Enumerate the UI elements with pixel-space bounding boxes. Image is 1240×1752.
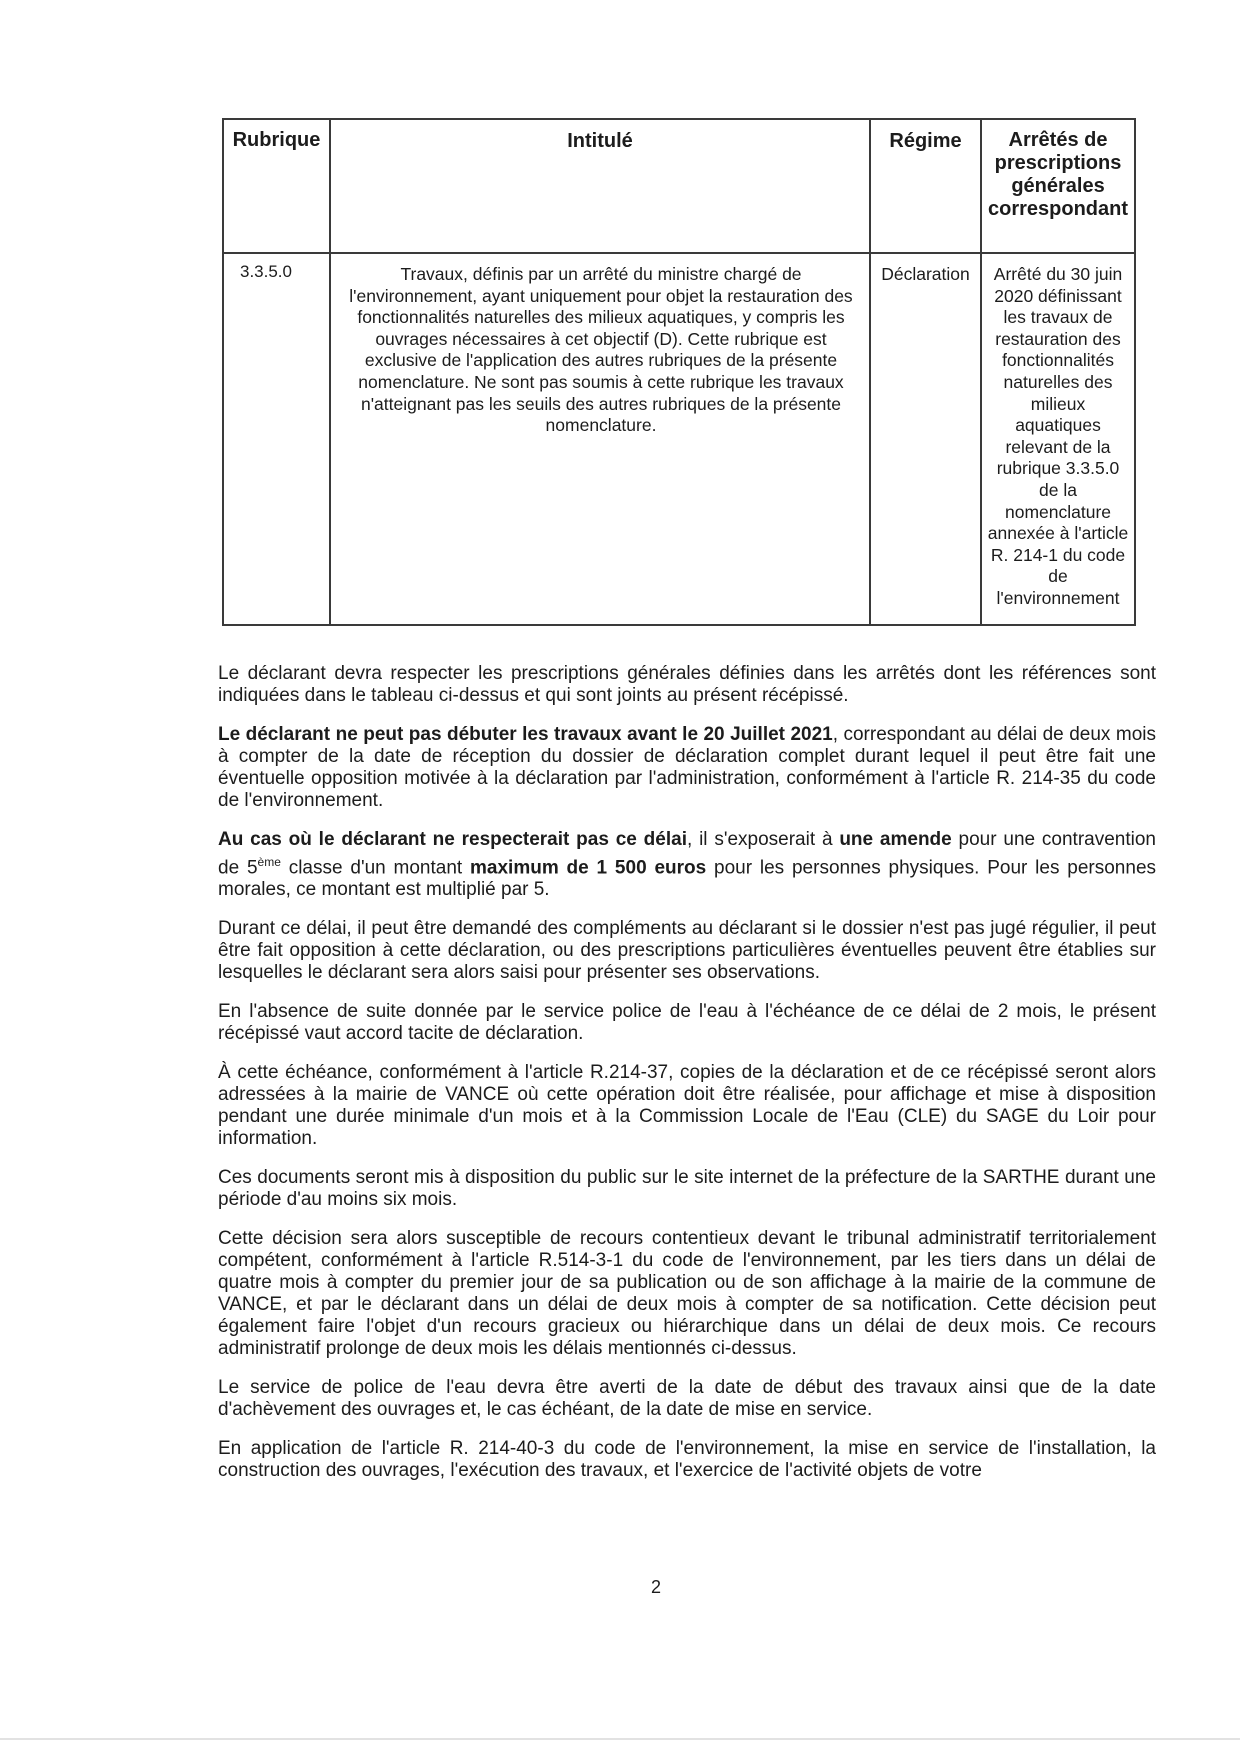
paragraph-recours: Cette décision sera alors susceptible de recours contentieux devant le tribunal administratif territorialement compétent, conformément à l'article R.514-3-1 du code de l'environnement, par les tiers dans un délai de quatre mois à compter du premier jour de sa publication ou de son affichage à la mairie de la commune de VANCE, et par le déclarant dans un délai de deux mois à compter de sa notification. Cette décision peut également faire l'objet d'un recours gracieux ou hiérarchique dans un délai de deux mois. Ce recours administratif prolonge de deux mois les délais mentionnés ci-dessus. [218, 1228, 1156, 1360]
table-row [223, 253, 1135, 625]
amende-text-1: , il s'exposerait à [686, 829, 840, 850]
amende-text-3: classe d'un montant [280, 857, 471, 879]
paragraph-accord-tacite: En l'absence de suite donnée par le service police de l'eau à l'échéance de ce délai de 2 mois, le présent récépissé vaut accord tacite de déclaration. [218, 1001, 1156, 1045]
amende-bold-2: une amende [839, 829, 952, 850]
cell-intitule: Travaux, définis par un arrêté du ministre chargé de l'environnement, ayant uniquement pour objet la restauration des fonctionnalités naturelles des milieux aquatiques, y compris les ouvrages nécessaires à cet objectif (D). Cette rubrique est exclusive de l'application des autres rubriques de la présente nomenclature. Ne sont pas soumis à cette rubrique les travaux n'atteignant pas les seuils des autres rubriques de la présente nomenclature. [330, 253, 870, 625]
paragraph-copies: À cette échéance, conformément à l'article R.214-37, copies de la déclaration et de ce récépissé seront alors adressées à la mairie de VANCE où cette opération doit être réalisée, pour affichage et mise à disposition pendant une durée minimale d'un mois et à la Commission Locale de l'Eau (CLE) du SAGE du Loir pour information. [218, 1062, 1156, 1150]
cell-rubrique-code: 3.3.5.0 [223, 253, 330, 625]
header-regime: Régime [870, 119, 981, 253]
paragraph-prescriptions: Le déclarant devra respecter les prescriptions générales définies dans les arrêtés dont les références sont indiquées dans le tableau ci-dessus et qui sont joints au présent récépissé. [218, 663, 1156, 706]
amende-text-2: pour une contravention de 5 [218, 829, 1156, 879]
header-arretes: Arrêtés de prescriptions générales correspondant [981, 119, 1135, 253]
table-header-row [223, 119, 1135, 253]
header-rubrique: Rubrique [223, 119, 330, 253]
rubrique-table [222, 118, 1136, 626]
delai-bold: Le déclarant ne peut pas débuter les travaux avant le 20 Juillet 2021 [218, 724, 833, 745]
paragraph-amende [218, 829, 1156, 901]
header-intitule: Intitulé [330, 119, 870, 253]
delai-text: , correspondant au délai de deux mois à compter de la date de réception du dossier de déclaration complet durant lequel il peut être fait une éventuelle opposition motivée à la déclaration par l'administration, conformément à l'article R. 214-35 du code de l'environnement. [218, 724, 1157, 811]
body-text [218, 663, 1156, 1499]
amende-superscript: ème [257, 855, 281, 869]
amende-text-4: pour les personnes physiques. Pour les personnes morales, ce montant est multiplié par 5. [218, 857, 1157, 901]
amende-bold-3: maximum de 1 500 euros [470, 857, 707, 879]
cell-regime: Déclaration [870, 253, 981, 625]
cell-arretes: Arrêté du 30 juin 2020 définissant les travaux de restauration des fonctionnalités naturelles des milieux aquatiques relevant de la rubrique 3.3.5.0 de la nomenclature annexée à l'article R. 214-1 du code de l'environnement [981, 253, 1135, 625]
paragraph-delai [218, 724, 1156, 812]
paragraph-avertissement: Le service de police de l'eau devra être averti de la date de début des travaux ainsi que de la date d'achèvement des ouvrages et, le cas échéant, de la date de mise en service. [218, 1377, 1156, 1421]
paragraph-publication: Ces documents seront mis à disposition du public sur le site internet de la préfecture de la SARTHE durant une période d'au moins six mois. [218, 1167, 1156, 1211]
amende-bold-1: Au cas où le déclarant ne respecterait pas ce délai [218, 829, 687, 850]
paragraph-mise-en-service: En application de l'article R. 214-40-3 du code de l'environnement, la mise en service de l'installation, la construction des ouvrages, l'exécution des travaux, et l'exercice de l'activité objets de votre [218, 1438, 1156, 1482]
page-number: 2 [650, 1577, 661, 1597]
paragraph-complements: Durant ce délai, il peut être demandé des compléments au déclarant si le dossier n'est pas jugé régulier, il peut être fait opposition à cette déclaration, ou des prescriptions particulières éventuelles peuvent être établies sur lesquelles le déclarant sera alors saisi pour présenter ses observations. [218, 918, 1156, 984]
page-bottom-edge [0, 1738, 1240, 1740]
